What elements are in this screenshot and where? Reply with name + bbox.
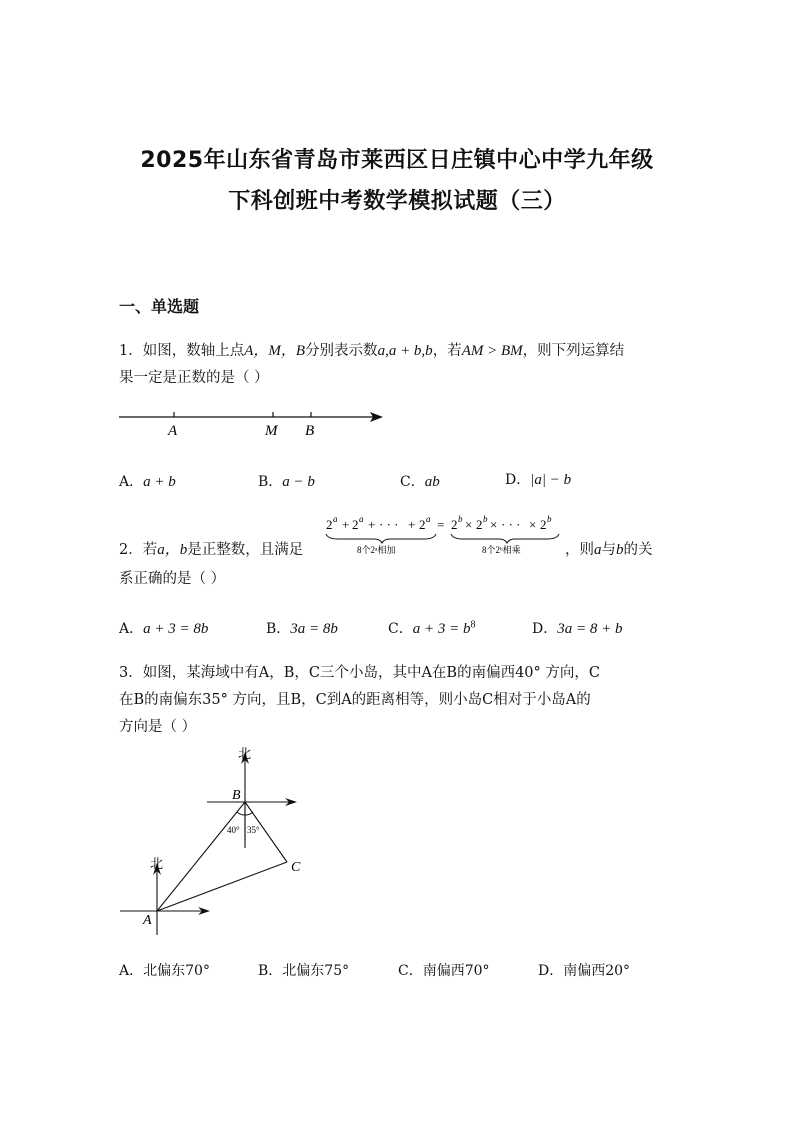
q1-option-b[interactable]: B．a − b: [258, 474, 315, 490]
svg-text:2: 2: [326, 517, 333, 532]
svg-text:2: 2: [419, 517, 426, 532]
svg-text:a: a: [333, 514, 338, 524]
question-2-line-2: 系正确的是（ ）: [119, 571, 226, 587]
q3-line2: 在B的南偏东35° 方向，且B，C到A的距离相等，则小岛C相对于小岛A的: [119, 692, 591, 708]
q3-line1: 3．如图，某海域中有A，B，C三个小岛，其中A在B的南偏西40° 方向，C: [119, 665, 600, 681]
svg-text:×: ×: [490, 517, 498, 532]
svg-text:a: a: [359, 514, 364, 524]
q1-prefix: 1．如图，数轴上点: [119, 343, 245, 359]
q1-numbers: a,a + b,b: [377, 343, 433, 359]
q2-option-b[interactable]: B．3a = 8b: [266, 621, 338, 637]
q2-brace-left-label: 8个2ᵃ相加: [357, 545, 396, 555]
q1-condition: AM > BM: [461, 343, 523, 359]
q1-points: A，M，B: [244, 343, 306, 359]
q1-option-d[interactable]: D．|a| − b: [505, 472, 572, 488]
svg-text:2: 2: [476, 517, 483, 532]
q1-option-a[interactable]: A．a + b: [119, 474, 176, 490]
q2-option-a[interactable]: A．a + 3 = 8b: [119, 621, 209, 637]
title-line-2: 下科创班中考数学模拟试题（三）: [228, 189, 566, 214]
axis-label-m: M: [265, 423, 278, 439]
q2-equals: =: [437, 517, 445, 532]
q2-brace-right: [451, 534, 559, 543]
point-label-c: C: [291, 860, 301, 875]
svg-text:a: a: [426, 514, 431, 524]
q1-option-c[interactable]: C．ab: [400, 474, 440, 490]
axis-label-a: A: [168, 423, 178, 439]
q3-line3: 方向是（ ）: [119, 719, 197, 735]
svg-text:2: 2: [352, 517, 359, 532]
island-figure: [115, 740, 315, 940]
question-2-line-1: 2．若a，b是正整数，且满足: [119, 542, 304, 558]
q3-option-c[interactable]: C．南偏西70°: [398, 963, 490, 979]
q1-mid2: ，若: [432, 343, 462, 359]
svg-text:+: +: [342, 517, 350, 532]
svg-text:b: b: [458, 514, 463, 524]
q2-brace-right-label: 8个2ᵇ相乘: [482, 545, 521, 555]
q2-option-c[interactable]: C．$a + 3 = b^8$: [388, 619, 476, 637]
svg-text:b: b: [547, 514, 552, 524]
question-1-text: [119, 338, 679, 392]
q2-equation-left: [326, 514, 431, 532]
section-heading: 一、单选题: [119, 297, 200, 316]
angle-label-40: 40°: [227, 825, 240, 835]
question-3-text: [119, 660, 679, 741]
svg-text:+: +: [408, 517, 416, 532]
svg-text:b: b: [483, 514, 488, 524]
q3-option-b[interactable]: B．北偏东75°: [258, 963, 350, 979]
svg-text:+: +: [368, 517, 376, 532]
q2-equation-right: [451, 514, 552, 532]
question-2-line-1-end: ，则a与b的关: [565, 542, 653, 558]
svg-text:2: 2: [540, 517, 547, 532]
number-line-figure: [115, 405, 390, 445]
title-line-1: 2025年山东省青岛市莱西区日庄镇中心中学九年级: [140, 148, 654, 173]
point-label-a: A: [143, 913, 152, 928]
q3-option-a[interactable]: A．北偏东70°: [119, 963, 210, 979]
q3-option-d[interactable]: D．南偏西20°: [538, 963, 631, 979]
q1-suffix: ，则下列运算结: [522, 343, 625, 359]
north-label-left: 北: [150, 856, 164, 871]
svg-text:· · ·: · · ·: [379, 517, 399, 532]
north-label-top: 北: [238, 746, 252, 761]
point-label-b: B: [232, 788, 241, 803]
q2-brace-left: [326, 534, 436, 543]
angle-label-35: 35°: [247, 825, 260, 835]
svg-text:· · ·: · · ·: [501, 517, 521, 532]
svg-text:2: 2: [451, 517, 458, 532]
axis-label-b: B: [305, 423, 315, 439]
q2-option-d[interactable]: D．3a = 8 + b: [532, 621, 623, 637]
q2-equation: [324, 512, 564, 558]
svg-text:×: ×: [465, 517, 473, 532]
svg-text:×: ×: [529, 517, 537, 532]
q1-line2: 果一定是正数的是（ ）: [119, 370, 269, 386]
q1-mid: 分别表示数: [305, 343, 378, 359]
